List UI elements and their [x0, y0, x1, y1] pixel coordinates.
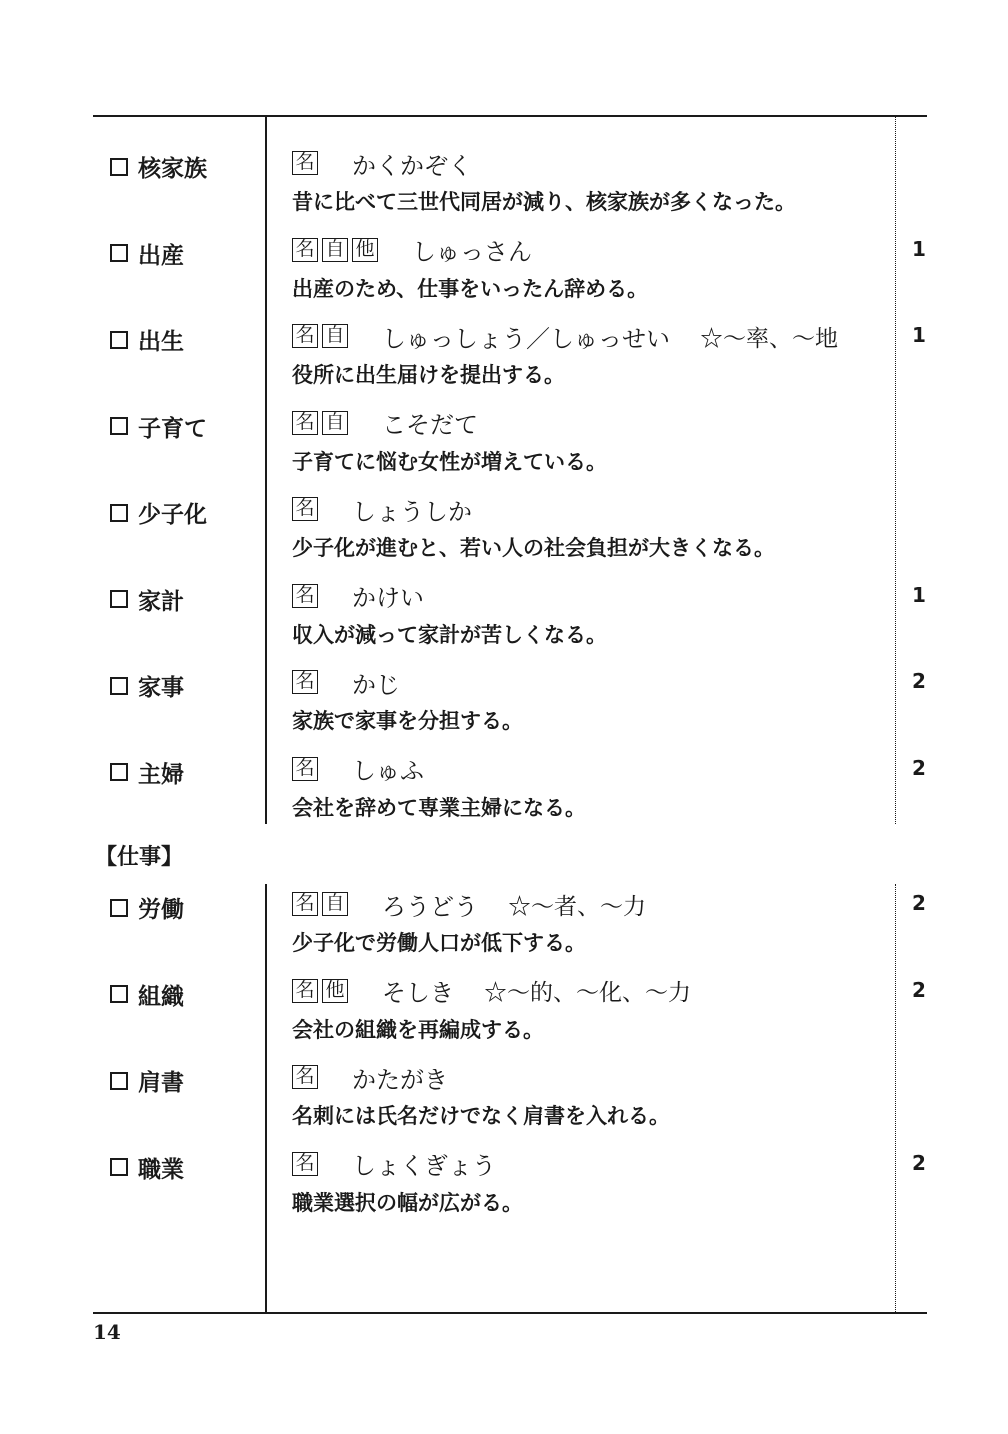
reading: かじ — [352, 670, 400, 699]
top-rule — [93, 115, 927, 117]
vocab-term — [110, 150, 207, 183]
level-number: 1 — [912, 582, 926, 607]
example-sentence: 会社を辞めて専業主婦になる。 — [292, 794, 586, 820]
derivatives: ☆〜的、〜化、〜力 — [484, 980, 691, 1006]
reading-line — [292, 752, 424, 786]
part-of-speech-badge: 名 — [292, 979, 318, 1003]
reading-line — [292, 974, 691, 1008]
vocab-term — [110, 237, 184, 270]
example-sentence: 収入が減って家計が苦しくなる。 — [292, 621, 607, 647]
example-sentence: 少子化が進むと、若い人の社会負担が大きくなる。 — [292, 535, 775, 560]
vocab-entry — [0, 146, 1008, 232]
derivatives: ☆〜者、〜力 — [508, 893, 646, 920]
vocab-entry — [0, 974, 1008, 1060]
checkbox-icon[interactable] — [110, 417, 128, 435]
part-of-speech-badge: 自 — [322, 892, 348, 916]
checkbox-icon[interactable] — [110, 677, 128, 695]
term-text: 家事 — [138, 675, 184, 701]
part-of-speech-badge: 名 — [292, 1065, 318, 1089]
reading: しゅふ — [352, 757, 424, 785]
term-text: 家計 — [138, 588, 184, 615]
reading-line — [292, 492, 472, 526]
part-of-speech-badge: 名 — [292, 324, 318, 348]
example-sentence: 昔に比べて三世代同居が減り、核家族が多くなった。 — [292, 189, 796, 214]
part-of-speech-badge: 自 — [322, 238, 348, 262]
reading-line — [292, 579, 424, 613]
term-text: 核家族 — [138, 156, 207, 182]
checkbox-icon[interactable] — [110, 1072, 128, 1090]
example-sentence: 少子化で労働人口が低下する。 — [292, 930, 586, 955]
vocab-entry — [0, 1147, 1008, 1233]
example-sentence: 職業選択の幅が広がる。 — [292, 1189, 523, 1215]
reading: しゅっしょう／しゅっせい — [382, 324, 670, 353]
level-number: 2 — [912, 755, 926, 780]
vocab-entry — [0, 406, 1008, 492]
reading: しょくぎょう — [352, 1152, 496, 1180]
reading-line — [292, 146, 472, 180]
reading: そしき — [382, 979, 454, 1007]
reading: こそだて — [382, 411, 478, 439]
derivatives: ☆〜率、〜地 — [700, 325, 838, 352]
checkbox-icon[interactable] — [110, 763, 128, 781]
part-of-speech-badge: 名 — [292, 497, 318, 521]
term-text: 少子化 — [138, 502, 207, 528]
level-number: 2 — [912, 891, 926, 915]
vocab-term — [110, 1064, 184, 1097]
reading-line — [292, 406, 478, 440]
term-text: 職業 — [138, 1156, 184, 1183]
example-sentence: 会社の組織を再編成する。 — [292, 1016, 544, 1042]
vocab-term — [110, 1151, 184, 1184]
reading-line — [292, 1060, 448, 1094]
part-of-speech-badge: 自 — [322, 411, 348, 435]
reading-line — [292, 233, 532, 267]
vocab-entry — [0, 752, 1008, 838]
checkbox-icon[interactable] — [110, 590, 128, 608]
vocab-entry — [0, 319, 1008, 405]
term-text: 労働 — [138, 897, 184, 923]
vocab-term — [110, 410, 207, 443]
level-number: 2 — [912, 977, 926, 1002]
reading: ろうどう — [382, 892, 478, 921]
part-of-speech-badge: 名 — [292, 670, 318, 694]
vocab-entry — [0, 665, 1008, 751]
example-sentence: 役所に出生届けを提出する。 — [292, 362, 565, 387]
checkbox-icon[interactable] — [110, 985, 128, 1003]
checkbox-icon[interactable] — [110, 244, 128, 262]
checkbox-icon[interactable] — [110, 158, 128, 176]
level-number: 2 — [912, 1150, 926, 1175]
part-of-speech-badge: 他 — [352, 238, 378, 262]
reading: しょうしか — [352, 497, 472, 526]
vocab-term — [110, 583, 184, 616]
vocab-entry — [0, 1060, 1008, 1146]
vocab-entry — [0, 887, 1008, 973]
checkbox-icon[interactable] — [110, 1158, 128, 1176]
part-of-speech-badge: 他 — [322, 979, 348, 1003]
vocab-term — [110, 891, 184, 924]
checkbox-icon[interactable] — [110, 899, 128, 917]
example-sentence: 家族で家事を分担する。 — [292, 708, 523, 733]
part-of-speech-badge: 名 — [292, 584, 318, 608]
reading: かたがき — [352, 1065, 448, 1094]
vocab-term — [110, 323, 184, 356]
checkbox-icon[interactable] — [110, 331, 128, 349]
vocab-term — [110, 669, 184, 702]
level-number: 1 — [912, 236, 926, 261]
bottom-rule — [93, 1312, 927, 1314]
section-title: 【仕事】 — [95, 845, 184, 870]
checkbox-icon[interactable] — [110, 504, 128, 522]
level-number: 1 — [912, 323, 926, 347]
term-text: 組織 — [138, 983, 184, 1010]
part-of-speech-badge: 名 — [292, 151, 318, 175]
term-text: 主婦 — [138, 761, 184, 788]
part-of-speech-badge: 名 — [292, 757, 318, 781]
part-of-speech-badge: 名 — [292, 238, 318, 262]
term-text: 子育て — [138, 415, 207, 442]
part-of-speech-badge: 名 — [292, 892, 318, 916]
reading-line — [292, 319, 838, 353]
reading-line — [292, 887, 646, 921]
vocab-entry — [0, 233, 1008, 319]
vocab-term — [110, 496, 207, 529]
reading-line — [292, 1147, 496, 1181]
term-text: 出生 — [138, 329, 184, 355]
reading-line — [292, 665, 400, 699]
level-number: 2 — [912, 669, 926, 693]
example-sentence: 名刺には氏名だけでなく肩書を入れる。 — [292, 1103, 670, 1128]
vocab-term — [110, 756, 184, 789]
reading: しゅっさん — [412, 238, 532, 266]
vocab-term — [110, 978, 184, 1011]
vocab-entry — [0, 492, 1008, 578]
example-sentence: 子育てに悩む女性が増えている。 — [292, 448, 607, 474]
vocab-entry — [0, 579, 1008, 665]
part-of-speech-badge: 自 — [322, 324, 348, 348]
term-text: 肩書 — [138, 1070, 184, 1096]
reading: かくかぞく — [352, 151, 472, 180]
example-sentence: 出産のため、仕事をいったん辞める。 — [292, 275, 649, 301]
reading: かけい — [352, 584, 424, 612]
part-of-speech-badge: 名 — [292, 411, 318, 435]
part-of-speech-badge: 名 — [292, 1152, 318, 1176]
page-number: 14 — [93, 1320, 121, 1344]
term-text: 出産 — [138, 242, 184, 269]
